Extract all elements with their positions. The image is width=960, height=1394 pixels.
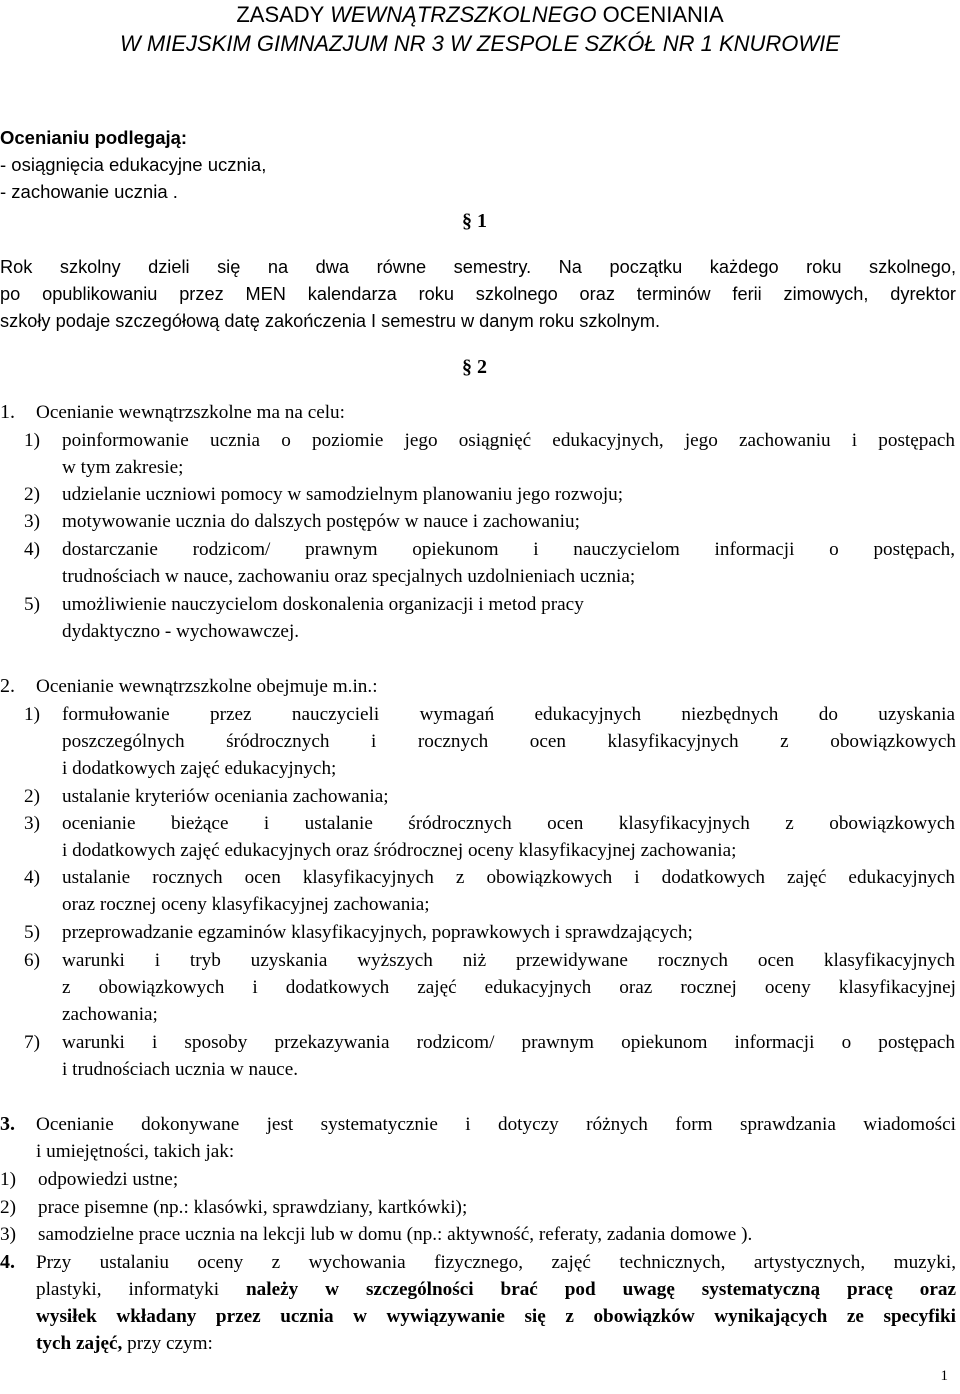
section-1-line-2: po opublikowaniu przez MEN kalendarza roku szkolnego oraz terminów ferii zimowych, dyrektor (0, 284, 956, 304)
title-line2: W MIEJSKIM GIMNAZJUM NR 3 W ZESPOLE SZKÓŁ NR 1 KNUROWIE (120, 31, 840, 56)
list-item: 2) udzielanie uczniowi pomocy w samodzielnym planowaniu jego rozwoju; (24, 484, 624, 505)
list-item-continuation: zachowania; (62, 1004, 158, 1025)
list-item-continuation: poszczególnych śródrocznych i rocznych ocen klasyfikacyjnych z obowiązkowych (62, 731, 956, 752)
list-item: 5) przeprowadzanie egzaminów klasyfikacyjnych, poprawkowych i sprawdzających; (24, 922, 693, 943)
intro-item-2: - zachowanie ucznia . (0, 181, 178, 202)
list-item-continuation: dydaktyczno - wychowawczej. (62, 621, 300, 642)
document-title-line2 (0, 29, 960, 59)
point-1-text: Ocenianie wewnątrzszkolne ma na celu: (36, 402, 345, 423)
list-item-continuation: oraz rocznej oceny klasyfikacyjnej zachowania; (62, 894, 430, 915)
list-item-continuation: i trudnościach ucznia w nauce. (62, 1059, 299, 1080)
point-1-number: 1. (0, 401, 15, 423)
title-part-b: WEWNĄTRZSZKOLNEGO (330, 2, 603, 27)
point-4-line-1: Przy ustalaniu oceny z wychowania fizycznego, zajęć technicznych, artystycznych, muzyki, (36, 1252, 956, 1273)
document-title-line1 (0, 0, 960, 30)
point-3-line-1: Ocenianie dokonywane jest systematycznie i dotyczy różnych form sprawdzania wiadomości (36, 1114, 956, 1135)
title-part-c: OCENIANIA (602, 2, 724, 27)
intro-item-1: - osiągnięcia edukacyjne ucznia, (0, 154, 267, 175)
list-item: 3) samodzielne prace ucznia na lekcji lub w domu (np.: aktywność, referaty, zadania domowe ). (0, 1224, 753, 1245)
list-item: 2) ustalanie kryteriów oceniania zachowania; (24, 786, 389, 807)
point-3-line-2: i umiejętności, takich jak: (36, 1141, 235, 1162)
list-item: 5) umożliwienie nauczycielom doskonalenia organizacji i metod pracy (24, 594, 584, 615)
list-item: 3) ocenianie bieżące i ustalanie śródrocznych ocen klasyfikacyjnych z obowiązkowych (24, 813, 955, 834)
list-item: 1) poinformowanie ucznia o poziomie jego osiągnięć edukacyjnych, jego zachowaniu i postępach (24, 430, 955, 451)
section-1-line-1: Rok szkolny dzieli się na dwa równe semestry. Na początku każdego roku szkolnego, (0, 257, 956, 277)
section-2-mark: § 2 (462, 356, 487, 378)
section-1-line-3: szkoły podaje szczegółową datę zakończenia I semestru w danym roku szkolnym. (0, 311, 661, 331)
list-item: 1) formułowanie przez nauczycieli wymagań edukacyjnych niezbędnych do uzyskania (24, 704, 955, 725)
list-item-continuation: w tym zakresie; (62, 457, 184, 478)
intro-heading: Ocenianiu podlegają: (0, 127, 188, 148)
point-4-number: 4. (0, 1251, 15, 1273)
list-item-continuation: trudnościach w nauce, zachowaniu oraz specjalnych uzdolnieniach ucznia; (62, 566, 636, 587)
list-item: 4) dostarczanie rodzicom/ prawnym opiekunom i nauczycielom informacji o postępach, (24, 539, 955, 560)
list-item: 4) ustalanie rocznych ocen klasyfikacyjnych z obowiązkowych i dodatkowych zajęć edukacyjnych (24, 867, 955, 888)
point-3-number: 3. (0, 1113, 15, 1135)
point-4-line-3: wysiłek wkładany przez ucznia w wywiązywanie się z obowiązków wynikających ze specyfiki (36, 1306, 956, 1327)
list-item-continuation: i dodatkowych zajęć edukacyjnych; (62, 758, 337, 779)
list-item: 2) prace pisemne (np.: klasówki, sprawdziany, kartkówki); (0, 1197, 468, 1218)
title-part-a: ZASADY (236, 2, 331, 27)
list-item: 3) motywowanie ucznia do dalszych postępów w nauce i zachowaniu; (24, 511, 580, 532)
point-4-line-4: tych zajęć, przy czym: (36, 1333, 213, 1354)
point-2-text: Ocenianie wewnątrzszkolne obejmuje m.in.: (36, 676, 378, 697)
point-2-number: 2. (0, 675, 15, 697)
list-item: 6) warunki i tryb uzyskania wyższych niż przewidywane rocznych ocen klasyfikacyjnych (24, 950, 955, 971)
list-item: 7) warunki i sposoby przekazywania rodzicom/ prawnym opiekunom informacji o postępach (24, 1032, 955, 1053)
point-4-line-2: plastyki, informatyki należy w szczególności brać pod uwagę systematyczną pracę oraz (36, 1279, 956, 1300)
list-item-continuation: z obowiązkowych i dodatkowych zajęć edukacyjnych oraz rocznej oceny klasyfikacyjnej (62, 977, 956, 998)
list-item: 1) odpowiedzi ustne; (0, 1169, 179, 1190)
section-1-mark: § 1 (462, 210, 487, 232)
list-item-continuation: i dodatkowych zajęć edukacyjnych oraz śródrocznej oceny klasyfikacyjnej zachowania; (62, 840, 737, 861)
page-number: 1 (940, 1368, 948, 1384)
